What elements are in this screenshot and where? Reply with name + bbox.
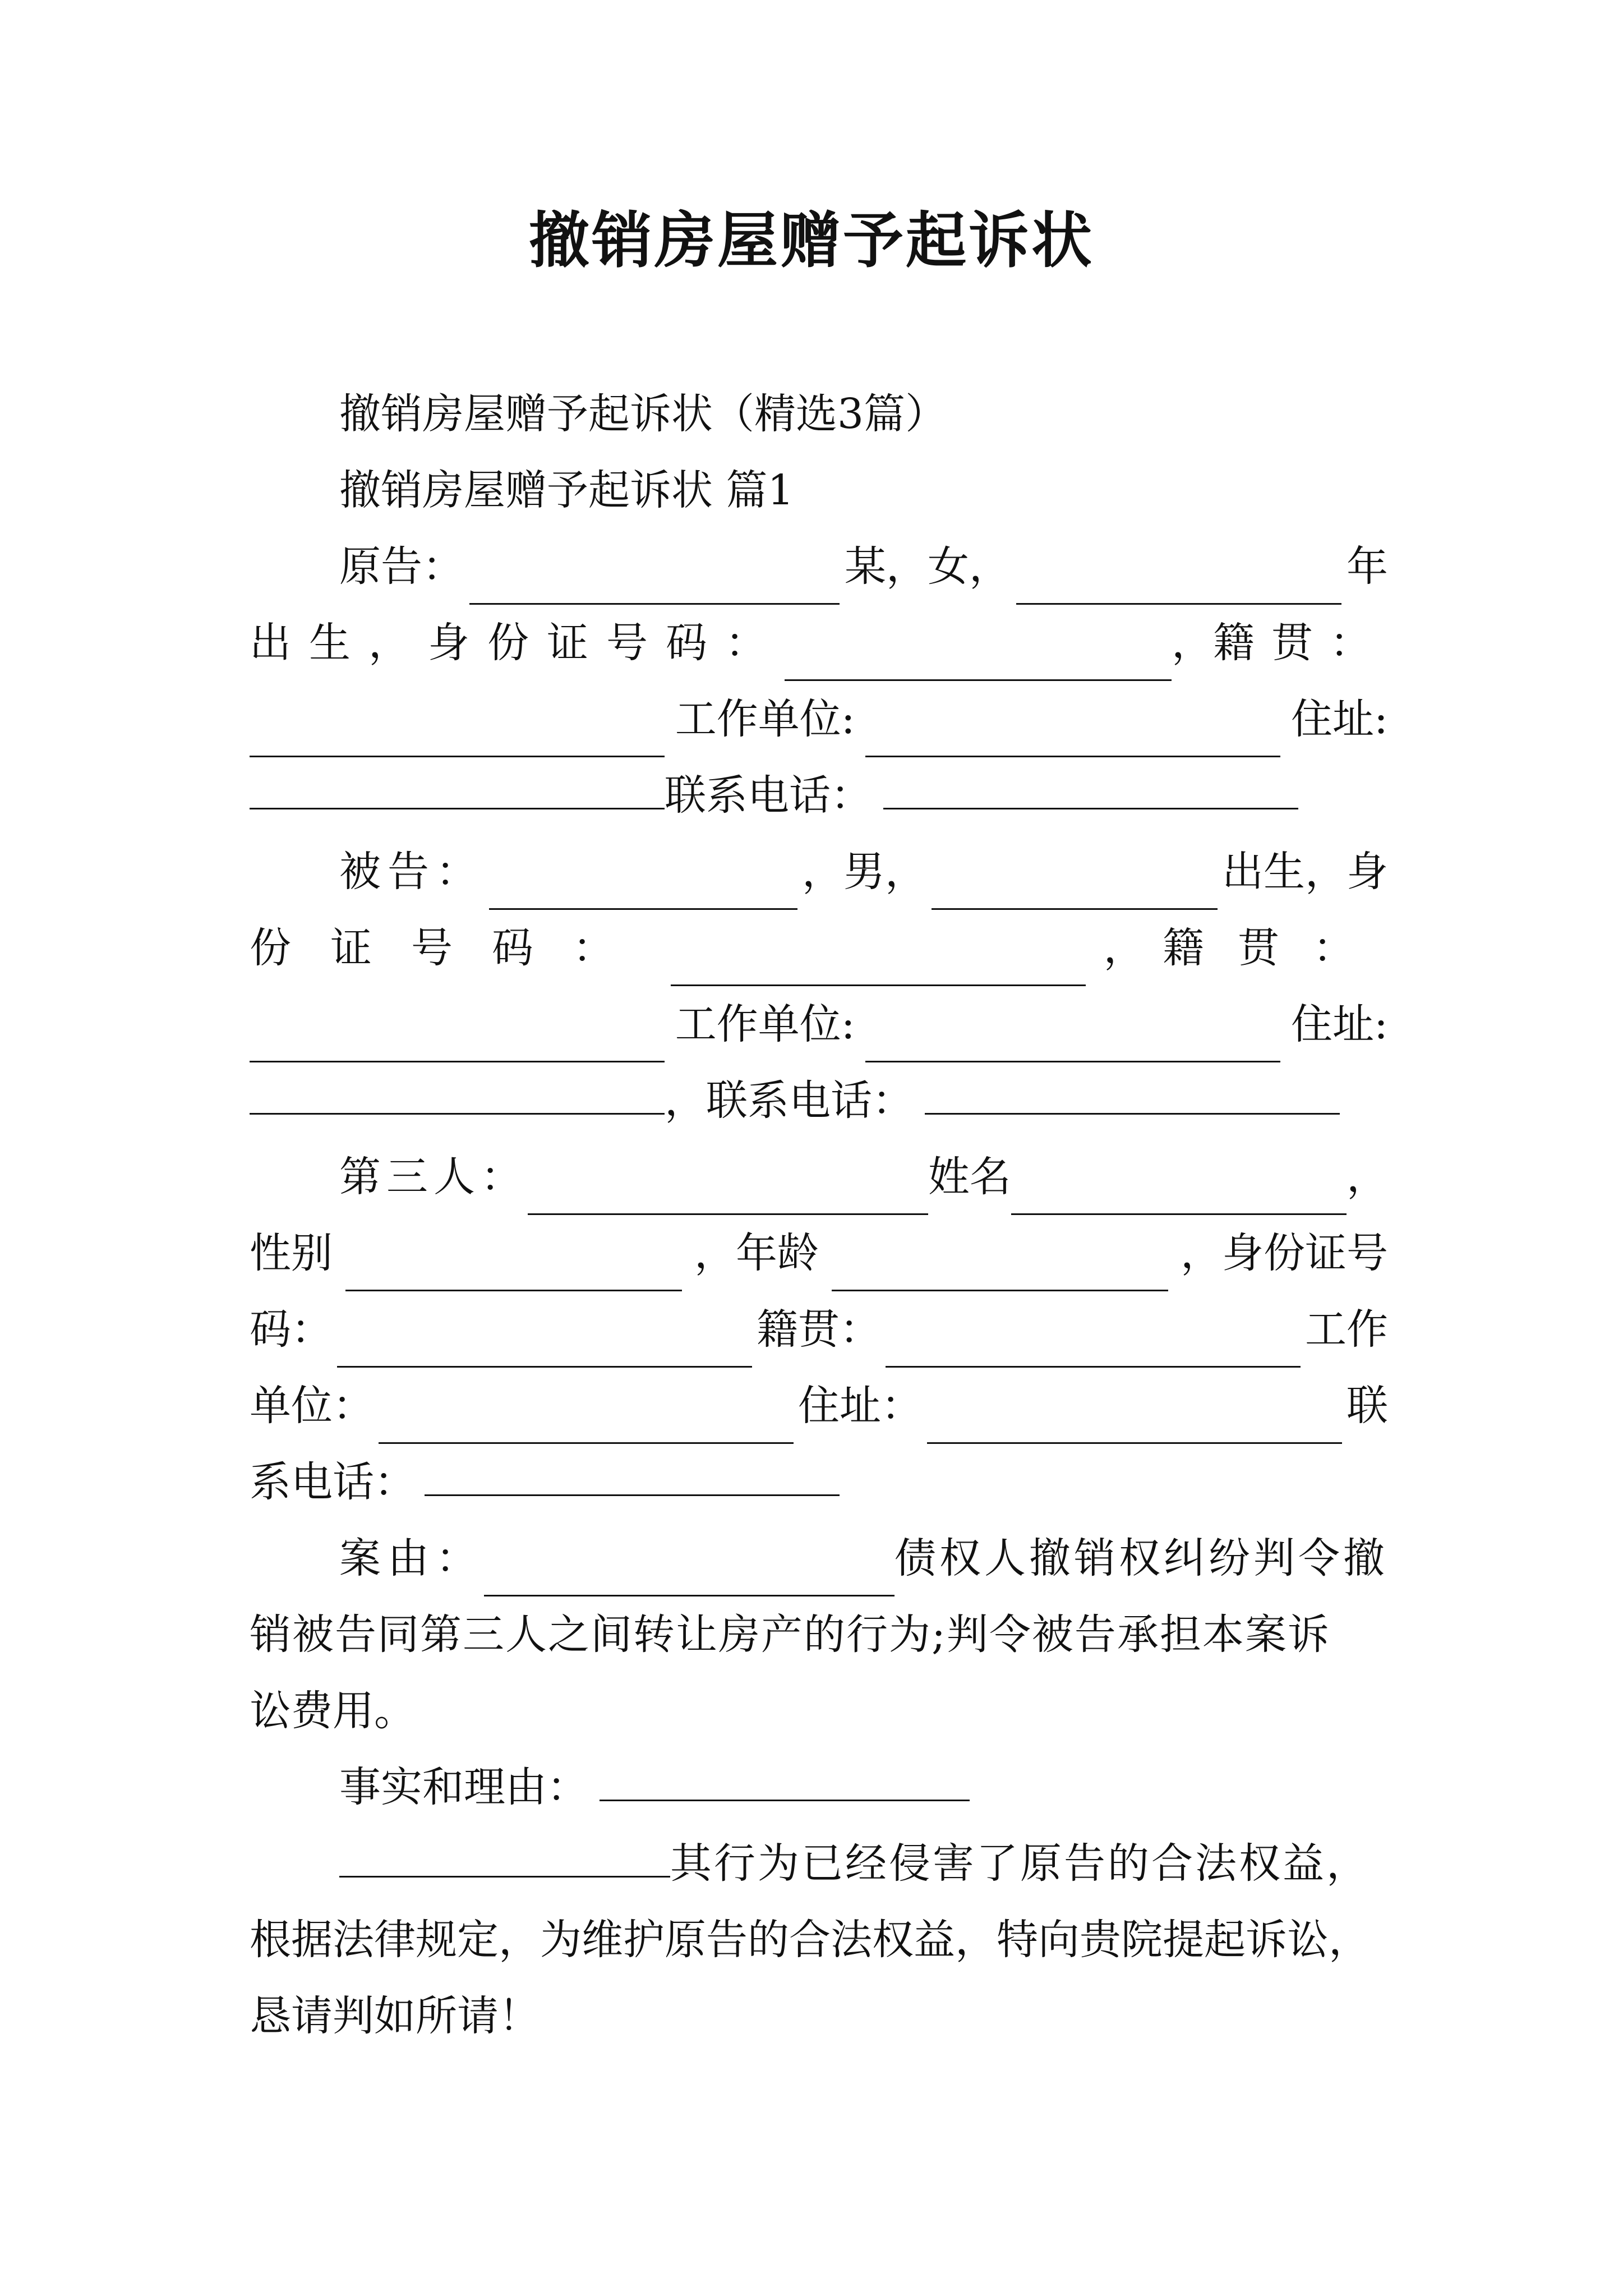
defendant-birth: 出生，身 [1222, 848, 1388, 896]
third-party-comma: ， [1347, 1153, 1388, 1201]
defendant-line-1 [339, 834, 1388, 910]
facts-detail-blank [339, 1842, 670, 1878]
plaintiff-jiguan: 籍贯： [1213, 619, 1388, 667]
plaintiff-label: 原告： [339, 542, 464, 591]
plaintiff-zhuzhi: 住址: [1291, 695, 1388, 743]
plaintiff-work-blank [865, 722, 1280, 757]
plaintiff-address-blank [250, 774, 665, 809]
defendant-id-no: 份证号码： [250, 924, 653, 972]
facts-line-1 [339, 1749, 1388, 1825]
plaintiff-comma: ， [1172, 619, 1213, 667]
third-party-zhuzhi: 住址： [798, 1382, 923, 1430]
facts-line-4: 恳请判如所请！ [250, 1992, 540, 2040]
defendant-gongzuo: 工作单位: [675, 1000, 855, 1048]
defendant-line-2 [250, 910, 1388, 986]
third-party-age-blank [832, 1256, 1168, 1291]
third-party-phone-blank [425, 1461, 840, 1496]
third-party-jiguan: 籍贯： [757, 1305, 881, 1354]
third-party-line-3 [250, 1291, 1388, 1368]
plaintiff-nian: 年 [1347, 542, 1388, 591]
third-party-blank [528, 1180, 928, 1215]
plaintiff-jiguan-blank [250, 722, 665, 757]
case-blank [484, 1561, 895, 1596]
subtitle: 撤销房屋赠予起诉状（精选3篇） [339, 390, 947, 438]
third-party-line-2 [250, 1215, 1388, 1291]
defendant-dianhua: ，联系电话： [665, 1076, 914, 1125]
case-line-3: 讼费用。 [250, 1687, 416, 1735]
document-title: 撤销房屋赠予起诉状 [528, 206, 1094, 276]
third-party-danwei: 单位： [250, 1382, 374, 1430]
defendant-nan: ，男， [802, 848, 926, 896]
defendant-id-blank [671, 951, 1086, 986]
third-party-work-blank [379, 1409, 794, 1444]
defendant-birth-blank [932, 875, 1218, 910]
facts-line-3: 根据法律规定，为维护原告的合法权益，特向贵院提起诉讼， [250, 1916, 1370, 1964]
defendant-comma: ， [1103, 924, 1145, 972]
plaintiff-phone-blank [883, 774, 1298, 809]
defendant-address-blank [250, 1079, 665, 1115]
third-party-ma: 码： [250, 1305, 333, 1354]
case-label: 案由： [339, 1534, 484, 1582]
defendant-name-blank [489, 875, 797, 910]
third-party-nianling: ，年龄 [694, 1229, 819, 1277]
plaintiff-id-blank [785, 646, 1172, 681]
defendant-jiguan: 籍贯： [1162, 924, 1388, 972]
plaintiff-line-1 [339, 528, 1388, 605]
plaintiff-name-blank [469, 569, 840, 605]
facts-blank [600, 1766, 970, 1801]
third-party-line-4 [250, 1368, 1388, 1444]
facts-text-1: 其行为已经侵害了原告的合法权益， [670, 1839, 1370, 1888]
third-party-label: 第三人： [339, 1153, 528, 1201]
plaintiff-line-2 [250, 605, 1388, 681]
section-heading: 撤销房屋赠予起诉状 篇1 [339, 466, 794, 514]
third-party-lian: 联 [1347, 1382, 1388, 1430]
plaintiff-birth-year-blank [1016, 569, 1341, 605]
defendant-phone-blank [925, 1079, 1340, 1115]
defendant-jiguan-blank [250, 1027, 665, 1062]
third-party-xingbie: 性别 [250, 1229, 333, 1277]
third-party-xingming: 姓名 [928, 1153, 1011, 1201]
case-line-1 [339, 1520, 1388, 1596]
plaintiff-line-4 [250, 757, 1388, 834]
plaintiff-line-3 [250, 681, 1388, 757]
case-text-1: 债权人撤销权纠纷判令撤 [895, 1534, 1388, 1582]
third-party-gender-blank [345, 1256, 682, 1291]
third-party-line-5 [250, 1444, 1388, 1520]
plaintiff-dianhua: 联系电话： [665, 771, 872, 820]
third-party-address-blank [927, 1409, 1342, 1444]
plaintiff-gongzuo: 工作单位: [675, 695, 855, 743]
third-party-name-blank [1011, 1180, 1347, 1215]
defendant-line-4 [250, 1062, 1388, 1139]
third-party-gongzuo-a: 工作 [1305, 1305, 1388, 1354]
plaintiff-mou: 某，女， [845, 542, 1011, 591]
third-party-sfz: ，身份证号 [1181, 1229, 1388, 1277]
third-party-line-1 [339, 1139, 1388, 1215]
defendant-zhuzhi: 住址: [1291, 1000, 1388, 1048]
defendant-label: 被告： [339, 848, 484, 896]
facts-label: 事实和理由： [339, 1763, 588, 1811]
case-line-2: 销被告同第三人之间转让房产的行为;判令被告承担本案诉 [250, 1611, 1330, 1659]
third-party-xi-dianhua: 系电话： [250, 1458, 416, 1506]
defendant-line-3 [250, 986, 1388, 1062]
third-party-jiguan-blank [886, 1332, 1301, 1368]
plaintiff-birth-id: 出生，身份证号码： [250, 619, 785, 667]
third-party-id-blank [337, 1332, 752, 1368]
defendant-work-blank [865, 1027, 1280, 1062]
facts-line-2 [339, 1825, 1388, 1902]
